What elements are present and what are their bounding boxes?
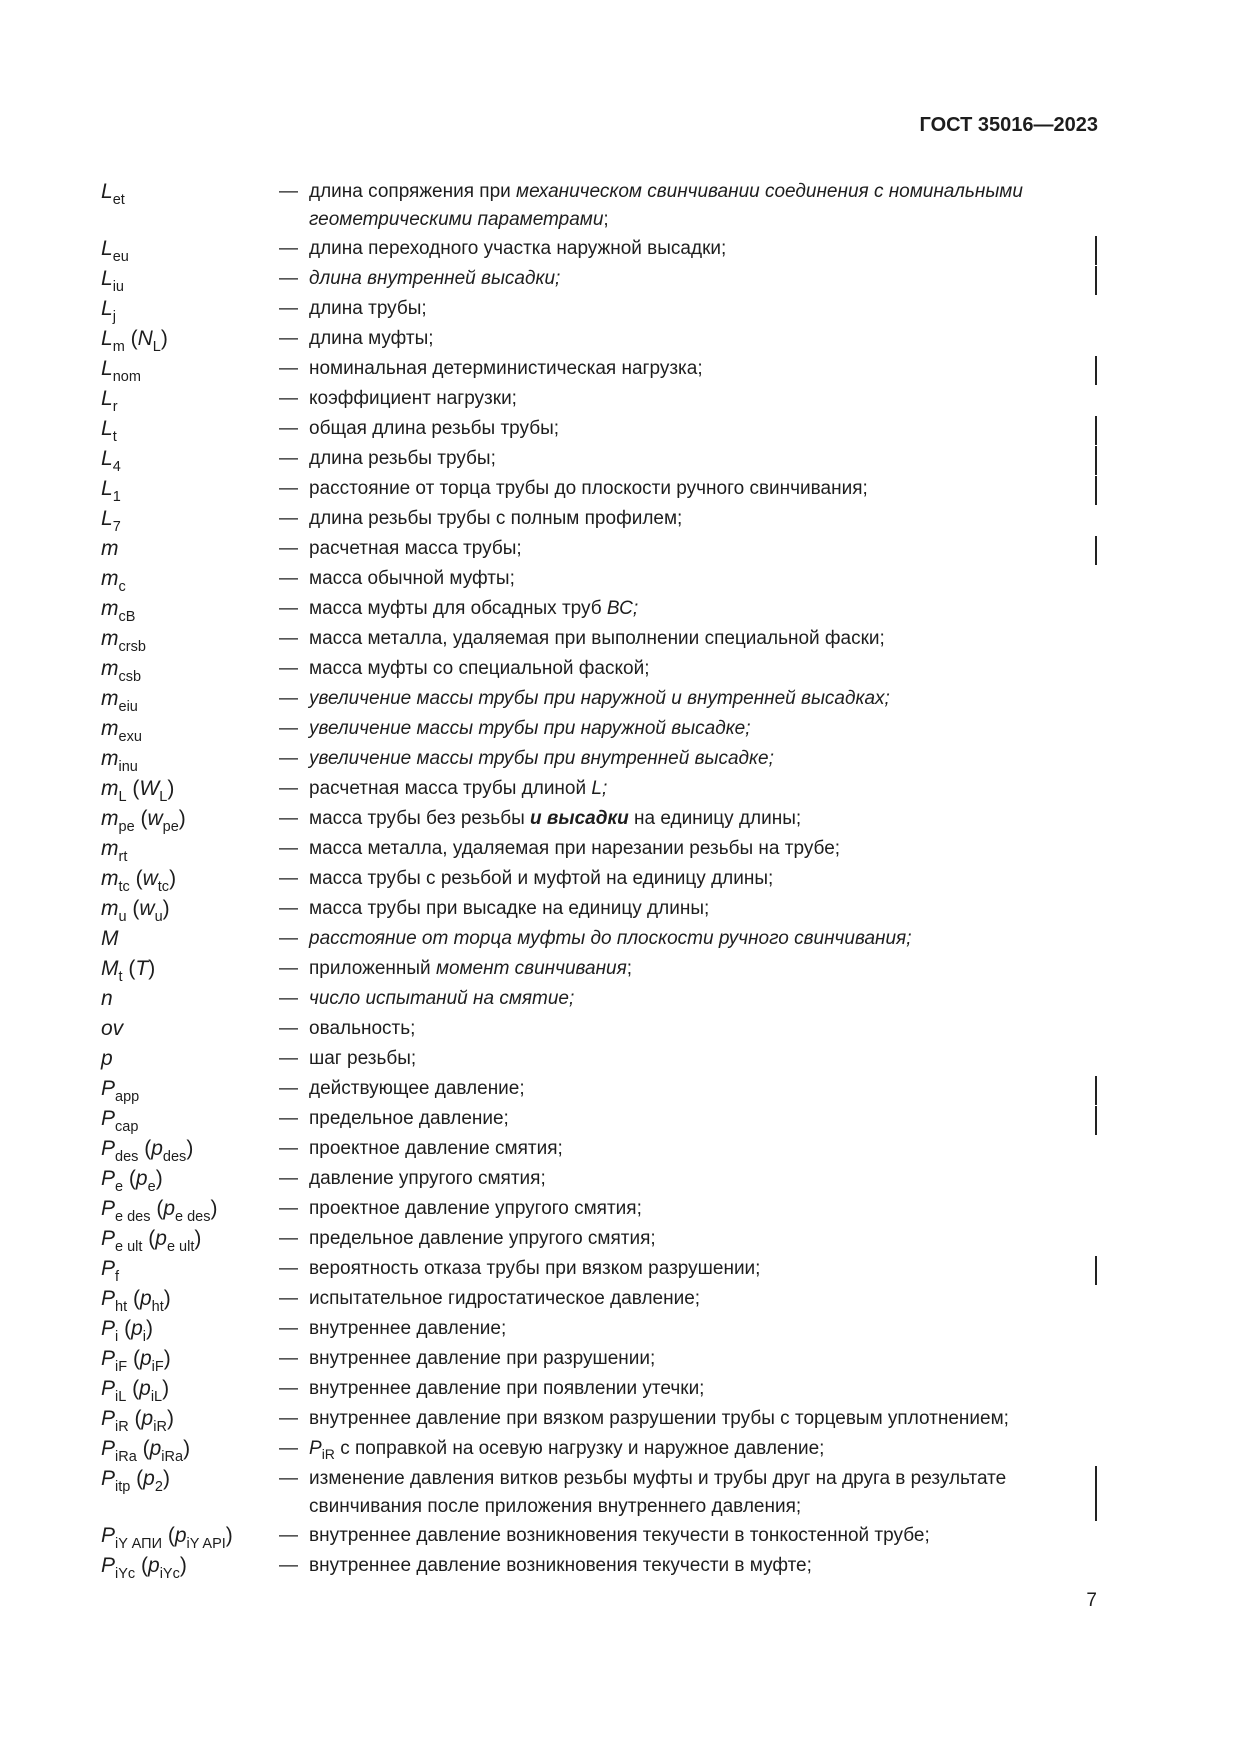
em-dash: —: [279, 988, 298, 1009]
symbol: m: [101, 537, 119, 560]
symbol: $L_7$: [101, 507, 121, 535]
revision-bar: [1095, 236, 1097, 265]
definition-text: коэффициент нагрузки;: [309, 388, 517, 409]
symbol: $P_{iRa}$ $(p_{iRa})$: [101, 1437, 191, 1465]
definition-entry: [101, 325, 1101, 355]
em-dash: —: [279, 298, 298, 319]
em-dash: —: [279, 1258, 298, 1279]
em-dash: —: [279, 898, 298, 919]
revision-bar: [1095, 1256, 1097, 1285]
revision-bar: [1095, 536, 1097, 565]
definition-text: длина внутренней высадки;: [309, 268, 561, 289]
symbol: $L_t$: [101, 417, 117, 445]
definition-text: общая длина резьбы трубы;: [309, 418, 560, 439]
symbol: $m_{rt}$: [101, 837, 128, 865]
em-dash: —: [279, 1018, 298, 1039]
definition-text: масса металла, удаляемая при нарезании резьбы на трубе;: [309, 838, 841, 859]
symbol: $P_{iR}$ $(p_{iR})$: [101, 1407, 174, 1435]
symbol: $P_{app}$: [101, 1077, 140, 1105]
definition-text: увеличение массы трубы при внутренней высадке;: [309, 748, 774, 769]
definition-entry: [101, 1075, 1101, 1105]
revision-bar: [1095, 446, 1097, 475]
definition-text: $P_{iR}$ с поправкой на осевую нагрузку и наружное давление;: [309, 1438, 825, 1462]
symbol: $P_{iL}$ $(p_{iL})$: [101, 1377, 170, 1405]
em-dash: —: [279, 868, 298, 889]
symbol: $m_{crsb}$: [101, 627, 146, 655]
definition-entry: [101, 178, 1101, 234]
definition-entry: [101, 985, 1101, 1015]
em-dash: —: [279, 658, 298, 679]
definition-text: шаг резьбы;: [309, 1048, 417, 1069]
symbol: $m_u$ $(w_u)$: [101, 897, 170, 925]
definition-text: увеличение массы трубы при наружной высадке;: [309, 718, 751, 739]
em-dash: —: [279, 1048, 298, 1069]
em-dash: —: [279, 1228, 298, 1249]
definition-text: приложенный момент свинчивания;: [309, 958, 633, 979]
symbol: $P_{ht}$ $(p_{ht})$: [101, 1287, 171, 1315]
em-dash: —: [279, 388, 298, 409]
symbol: $L_1$: [101, 477, 121, 505]
em-dash: —: [279, 1288, 298, 1309]
symbol: $L_j$: [101, 297, 116, 325]
definition-entry: [101, 565, 1101, 595]
definition-text: номинальная детерминистическая нагрузка;: [309, 358, 703, 379]
em-dash: —: [279, 328, 298, 349]
definition-entry: [101, 1375, 1101, 1405]
em-dash: —: [279, 838, 298, 859]
symbol: $P_{itp}$ $(p_2)$: [101, 1467, 170, 1495]
definition-text: овальность;: [309, 1018, 416, 1039]
definition-entry: [101, 475, 1101, 505]
symbol-definitions-list: [101, 178, 1101, 1582]
symbol: $m_{cB}$: [101, 597, 136, 625]
symbol: $P_{iF}$ $(p_{iF})$: [101, 1347, 171, 1375]
definition-entry: [101, 265, 1101, 295]
symbol: $m_{pe}$ $(w_{pe})$: [101, 807, 186, 835]
revision-bar: [1095, 1076, 1097, 1105]
symbol: $P_i$ $(p_i)$: [101, 1317, 153, 1345]
revision-bar: [1095, 266, 1097, 295]
definition-entry: [101, 595, 1101, 625]
definition-entry: [101, 1345, 1101, 1375]
definition-text: внутреннее давление при вязком разрушении трубы с торцевым уплотнением;: [309, 1408, 1009, 1429]
definition-entry: [101, 805, 1101, 835]
definition-entry: [101, 625, 1101, 655]
definition-text: внутреннее давление возникновения текучести в тонкостенной трубе;: [309, 1525, 930, 1546]
em-dash: —: [279, 1138, 298, 1159]
definition-entry: [101, 295, 1101, 325]
symbol: $P_f$: [101, 1257, 120, 1285]
definition-text: предельное давление упругого смятия;: [309, 1228, 656, 1249]
em-dash: —: [279, 598, 298, 619]
definition-text: длина резьбы трубы;: [309, 448, 496, 469]
definition-text: масса трубы без резьбы и высадки на единицу длины;: [309, 808, 802, 829]
symbol: $P_{iY АПИ}$ $(p_{iY API})$: [101, 1524, 233, 1552]
em-dash: —: [279, 688, 298, 709]
definition-entry: [101, 1552, 1101, 1582]
em-dash: —: [279, 628, 298, 649]
revision-bar: [1095, 476, 1097, 505]
definition-text: увеличение массы трубы при наружной и внутренней высадках;: [309, 688, 890, 709]
em-dash: —: [279, 928, 298, 949]
definition-text: масса металла, удаляемая при выполнении специальной фаски;: [309, 628, 885, 649]
em-dash: —: [279, 1468, 298, 1489]
definition-text: расчетная масса трубы длиной L;: [309, 778, 608, 799]
definition-text: давление упругого смятия;: [309, 1168, 546, 1189]
definition-entry: [101, 1195, 1101, 1225]
em-dash: —: [279, 1108, 298, 1129]
definition-entry: [101, 685, 1101, 715]
em-dash: —: [279, 1408, 298, 1429]
em-dash: —: [279, 538, 298, 559]
definition-entry: [101, 1465, 1101, 1521]
em-dash: —: [279, 1525, 298, 1546]
definition-entry: [101, 1315, 1101, 1345]
definition-entry: [101, 955, 1101, 985]
definition-text: испытательное гидростатическое давление;: [309, 1288, 701, 1309]
definition-entry: [101, 355, 1101, 385]
symbol: $L_{iu}$: [101, 267, 124, 295]
symbol: $M_t$ (T): [101, 957, 156, 985]
symbol: $m_{exu}$: [101, 717, 142, 745]
definition-entry: [101, 1015, 1101, 1045]
definition-entry: [101, 1255, 1101, 1285]
symbol: $L_{eu}$: [101, 237, 129, 265]
definition-text: предельное давление;: [309, 1108, 509, 1129]
definition-text: расстояние от торца трубы до плоскости ручного свинчивания;: [309, 478, 868, 499]
definition-text: масса обычной муфты;: [309, 568, 515, 589]
definition-entry: [101, 775, 1101, 805]
definition-entry: [101, 385, 1101, 415]
definition-entry: [101, 1285, 1101, 1315]
definition-entry: [101, 445, 1101, 475]
definition-text: проектное давление смятия;: [309, 1138, 563, 1159]
definition-entry: [101, 1435, 1101, 1465]
em-dash: —: [279, 181, 298, 202]
symbol: $L_{et}$: [101, 180, 125, 208]
definition-entry: [101, 235, 1101, 265]
definition-text: длина муфты;: [309, 328, 434, 349]
definition-entry: [101, 1405, 1101, 1435]
symbol: $L_m$ $(N_L)$: [101, 327, 168, 355]
symbol: $m_{eiu}$: [101, 687, 138, 715]
em-dash: —: [279, 238, 298, 259]
em-dash: —: [279, 1168, 298, 1189]
definition-text: расчетная масса трубы;: [309, 538, 522, 559]
symbol: $m_{inu}$: [101, 747, 138, 775]
definition-text: длина трубы;: [309, 298, 427, 319]
symbol: p: [101, 1047, 113, 1070]
symbol: $P_{e des}$ $(p_{e des})$: [101, 1197, 218, 1225]
definition-text: длина резьбы трубы с полным профилем;: [309, 508, 683, 529]
definition-entry: [101, 865, 1101, 895]
definition-entry: [101, 1225, 1101, 1255]
symbol: M: [101, 927, 119, 950]
em-dash: —: [279, 1198, 298, 1219]
symbol: $P_{cap}$: [101, 1107, 139, 1135]
symbol: $m_{csb}$: [101, 657, 142, 685]
em-dash: —: [279, 1438, 298, 1459]
em-dash: —: [279, 268, 298, 289]
definition-text: расстояние от торца муфты до плоскости ручного свинчивания;: [309, 928, 912, 949]
definition-text: внутреннее давление возникновения текучести в муфте;: [309, 1555, 812, 1576]
definition-entry: [101, 1165, 1101, 1195]
definition-text: масса муфты для обсадных труб ВС;: [309, 598, 639, 619]
symbol: $P_{iYc}$ $(p_{iYc})$: [101, 1554, 187, 1582]
em-dash: —: [279, 808, 298, 829]
definition-text: масса трубы при высадке на единицу длины;: [309, 898, 710, 919]
symbol: $L_{nom}$: [101, 357, 141, 385]
definition-text: вероятность отказа трубы при вязком разрушении;: [309, 1258, 761, 1279]
em-dash: —: [279, 1555, 298, 1576]
definition-entry: [101, 655, 1101, 685]
em-dash: —: [279, 958, 298, 979]
em-dash: —: [279, 778, 298, 799]
page-number: 7: [1086, 1590, 1097, 1611]
definition-text: масса муфты со специальной фаской;: [309, 658, 650, 679]
definition-entry: [101, 925, 1101, 955]
definition-entry: [101, 895, 1101, 925]
revision-bar: [1095, 1466, 1097, 1521]
symbol: $m_{tc}$ $(w_{tc})$: [101, 867, 177, 895]
symbol: ov: [101, 1017, 124, 1040]
em-dash: —: [279, 508, 298, 529]
symbol: $m_c$: [101, 567, 126, 595]
em-dash: —: [279, 748, 298, 769]
symbol: $P_e$ $(p_e)$: [101, 1167, 163, 1195]
symbol: $L_r$: [101, 387, 118, 415]
em-dash: —: [279, 1348, 298, 1369]
definition-entry: [101, 535, 1101, 565]
definition-text: число испытаний на смятие;: [309, 988, 575, 1009]
revision-bar: [1095, 416, 1097, 445]
definition-entry: [101, 835, 1101, 865]
em-dash: —: [279, 448, 298, 469]
definition-entry: [101, 1045, 1101, 1075]
symbol: $P_{des}$ $(p_{des})$: [101, 1137, 194, 1165]
definition-entry: [101, 415, 1101, 445]
definition-text: действующее давление;: [309, 1078, 525, 1099]
standard-code-header: ГОСТ 35016—2023: [919, 114, 1098, 136]
definition-entry: [101, 1105, 1101, 1135]
definition-entry: [101, 1522, 1101, 1552]
definition-text: проектное давление упругого смятия;: [309, 1198, 642, 1219]
em-dash: —: [279, 478, 298, 499]
em-dash: —: [279, 568, 298, 589]
revision-bar: [1095, 1106, 1097, 1135]
definition-text: внутреннее давление;: [309, 1318, 507, 1339]
symbol: $m_L$ $(W_L)$: [101, 777, 175, 805]
definition-text: внутреннее давление при появлении утечки;: [309, 1378, 705, 1399]
definition-entry: [101, 745, 1101, 775]
revision-bar: [1095, 356, 1097, 385]
definition-entry: [101, 1135, 1101, 1165]
definition-entry: [101, 715, 1101, 745]
definition-text: изменение давления витков резьбы муфты и трубы друг на друга в результате свинчивания после приложения внутреннего давления;: [309, 1468, 1007, 1517]
em-dash: —: [279, 1318, 298, 1339]
definition-text: длина сопряжения при механическом свинчивании соединения с номинальными геометрическими параметрами;: [309, 181, 1023, 230]
em-dash: —: [279, 358, 298, 379]
symbol: $L_4$: [101, 447, 121, 475]
definition-text: внутреннее давление при разрушении;: [309, 1348, 656, 1369]
em-dash: —: [279, 1378, 298, 1399]
definition-entry: [101, 505, 1101, 535]
symbol: $P_{e ult}$ $(p_{e ult})$: [101, 1227, 202, 1255]
em-dash: —: [279, 1078, 298, 1099]
definition-text: масса трубы с резьбой и муфтой на единицу длины;: [309, 868, 774, 889]
em-dash: —: [279, 718, 298, 739]
symbol: n: [101, 987, 113, 1010]
em-dash: —: [279, 418, 298, 439]
definition-text: длина переходного участка наружной высадки;: [309, 238, 727, 259]
